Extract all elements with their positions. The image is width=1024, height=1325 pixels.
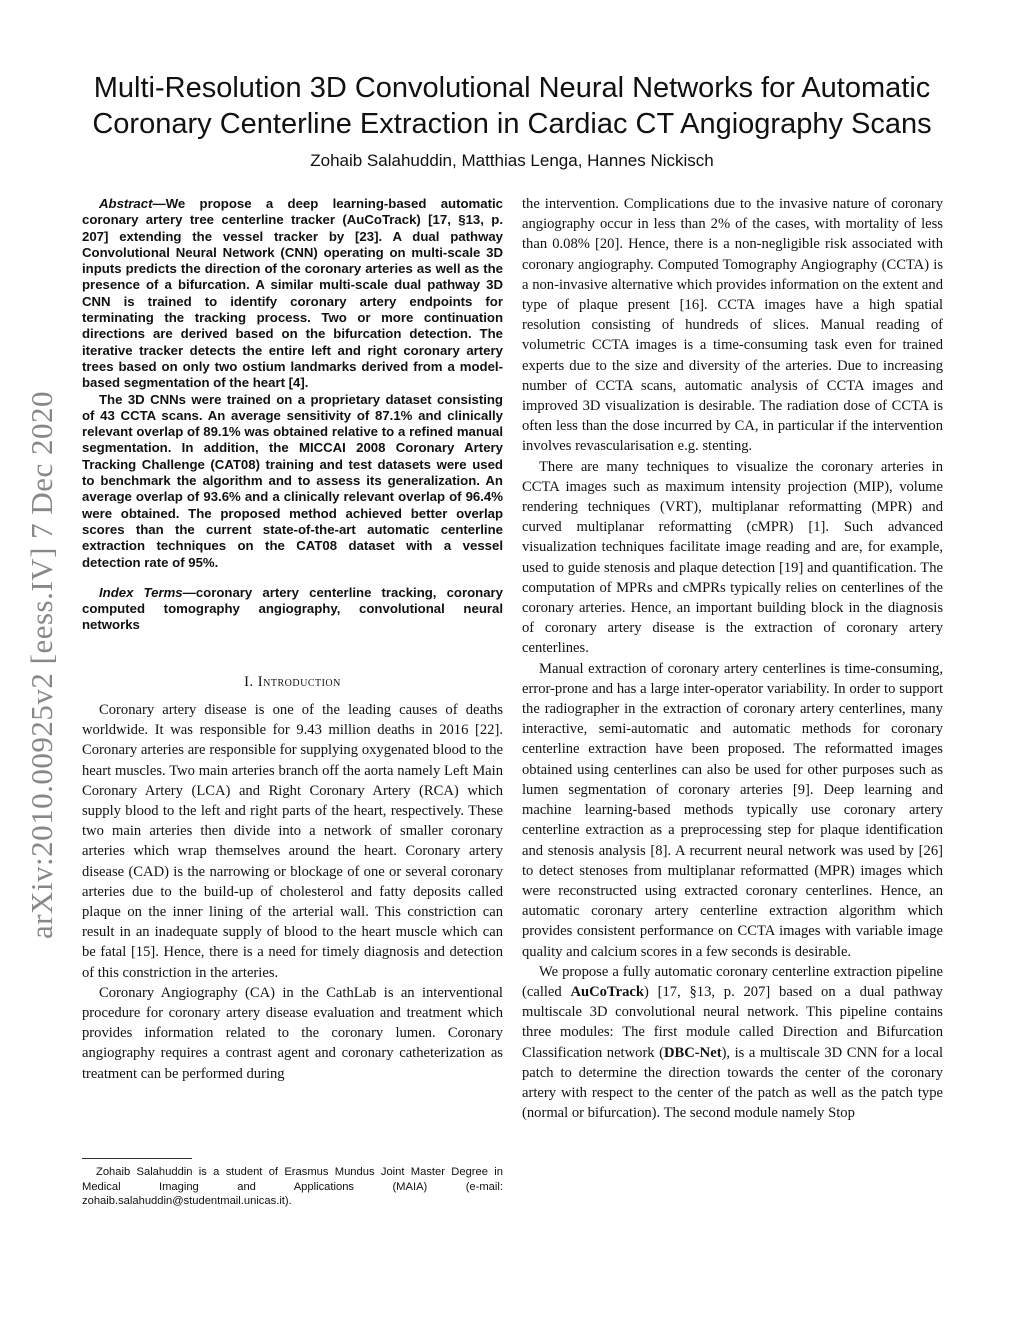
- p4-text-b: ) [17, §13, p. 207] based on a dual pathway multiscale 3D convolutional neural network. This pipeline contains three modules: The first module called Direction and Bifurcation Classification network (: [522, 983, 943, 1061]
- author-list: Zohaib Salahuddin, Matthias Lenga, Hannes Nickisch: [310, 151, 714, 170]
- title-line-2: Coronary Centerline Extraction in Cardiac CT Angiography Scans: [92, 108, 932, 140]
- intro-paragraph-2: Coronary Angiography (CA) in the CathLab is an interventional procedure for coronary artery disease evaluation and treatment which provides information related to the coronary lumen. Coronary angiography requires a contrast agent and coronary catheterization as treatment can be performed during: [82, 984, 503, 1082]
- footnote-rule: [82, 1158, 192, 1159]
- abstract-text-1: We propose a deep learning-based automatic coronary artery tree centerline tracker (AuCoTrack) [17, §13, p. 207] extending the vessel tracker by [23]. A dual pathway Convolutional Neural Network (CNN) operating on multi-scale 3D inputs predicts the direction of the coronary arteries as well as the presence of a bifurcation. A similar multi-scale dual pathway 3D CNN is trained to identify coronary artery endpoints for terminating the tracking process. Two or more continuation directions are derived based on the bifurcation detection. The iterative tracker detects the entire left and right coronary artery trees based on only two ostium landmarks derived from a model-based segmentation of the heart [4].: [82, 196, 503, 391]
- title-line-1: Multi-Resolution 3D Convolutional Neural Networks for Automatic: [93, 72, 931, 104]
- footnote-block: [82, 1158, 503, 1209]
- dbc-net-name: DBC-Net: [664, 1044, 722, 1061]
- right-paragraph-3: Manual extraction of coronary artery centerlines is time-consuming, error-prone and has a large inter-operator variability. In order to support the radiographer in the extraction of coronary artery centerlines, many interactive, semi-automatic and automatic methods for coronary centerline extraction have been proposed. The reformatted images obtained using centerlines can also be used for other purposes such as lumen segmentation of coronary arteries [9]. Deep learning and machine learning-based methods typically use coronary artery centerline extraction as a preprocessing step for plaque identification and stenosis analysis [8]. A recurrent neural network was used by [26] to detect stenoses from multiplanar reformatted (MPR) images which were reconstructed using extracted coronary centerlines. Hence, an automatic coronary artery centerline extraction algorithm which provides consistent performance on CCTA images with variable image quality and calcium scores in a few seconds is desirable.: [522, 660, 943, 960]
- right-column: [522, 194, 943, 1123]
- p4-text-a: We propose a fully automatic coronary centerline extraction pipeline (called: [522, 963, 943, 1000]
- paper-title: [90, 70, 934, 142]
- aucotrack-name: AuCoTrack: [570, 983, 644, 1000]
- right-paragraph-2: There are many techniques to visualize the coronary arteries in CCTA images such as maximum intensity projection (MIP), volume rendering techniques (VRT), multiplanar reformatting (MPR) and curved multiplanar reformatting (cMPR) [1]. Such advanced visualization techniques facilitate image reading and are, for example, used to guide stenosis and plaque detection [19] and quantification. The computation of MPRs and cMPRs typically relies on centerlines of the coronary arteries. Hence, an important building block in the diagnosis of coronary artery disease is the extraction of coronary artery centerlines.: [522, 458, 943, 657]
- arxiv-identifier: arXiv:2010.00925v2 [eess.IV] 7 Dec 2020: [24, 390, 60, 940]
- index-terms-dash: —: [182, 584, 196, 600]
- abstract-paragraph-1: [82, 196, 503, 392]
- abstract-paragraph-2: The 3D CNNs were trained on a proprietary dataset consisting of 43 CCTA scans. An average sensitivity of 87.1% and clinically relevant overlap of 89.1% was obtained relative to a refined manual segmentation. In addition, the MICCAI 2008 Coronary Artery Tracking Challenge (CAT08) training and test datasets were used to benchmark the algorithm and to assess its generalization. An average overlap of 93.6% and a clinically relevant overlap of 96.4% were obtained. The proposed method achieved better overlap scores than the current state-of-the-art automatic centerline extraction techniques on the CAT08 dataset with a vessel detection rate of 95%.: [82, 391, 503, 570]
- index-terms-text: coronary artery centerline tracking, coronary computed tomography angiography, convolutional neural networks: [82, 584, 503, 633]
- arxiv-stamp: [12, 360, 72, 970]
- section-number: I.: [244, 673, 254, 690]
- index-terms-label: Index Terms: [99, 584, 183, 600]
- abstract: [82, 196, 503, 571]
- footnote-text: Zohaib Salahuddin is a student of Erasmus Mundus Joint Master Degree in Medical Imaging and Applications (MAIA) (e-mail: zohaib.salahuddin@studentmail.unicas.it).: [82, 1166, 503, 1207]
- index-terms: [82, 585, 503, 634]
- p4-text-c: ), is a multiscale 3D CNN for a local patch to determine the direction towards the center of the coronary artery with respect to the center of the patch as well as the patch type (normal or bifurcation). The second module namely Stop: [522, 1044, 944, 1122]
- section-heading-introduction: [82, 672, 503, 692]
- intro-paragraph-1: Coronary artery disease is one of the leading causes of deaths worldwide. It was responsible for 9.43 million deaths in 2016 [22]. Coronary arteries are responsible for supplying oxygenated blood to the heart muscles. Two main arteries branch off the aorta namely Left Main Coronary Artery (LCA) and Right Coronary Artery (RCA) which supply blood to the left and right parts of the heart, respectively. These two main arteries then divide into a network of smaller coronary arteries which wrap themselves around the heart. Coronary artery disease (CAD) is the narrowing or blockage of one or several coronary arteries due to the build-up of cholesterol and fatty deposits called plaque on the inner lining of the arterial wall. This constriction can result in an inadequate supply of blood to the heart muscle which can be fatal [15]. Hence, there is a need for timely diagnosis and detection of this constriction in the arteries.: [82, 701, 503, 981]
- abstract-dash: —: [152, 196, 166, 211]
- abstract-label: Abstract: [99, 196, 153, 211]
- left-column: [82, 196, 503, 1084]
- index-terms-paragraph: [82, 585, 503, 634]
- right-paragraph-4: [522, 962, 943, 1124]
- right-paragraph-1: the intervention. Complications due to the invasive nature of coronary angiography occur in less than 2% of the cases, with mortality of less than 0.08% [20]. Hence, there is a non-negligible risk associated with coronary angiography. Computed Tomography Angiography (CCTA) is a non-invasive alternative which provides information on the extent and type of plaque present [16]. CCTA images have a high spatial resolution consisting of hundreds of slices. Manual reading of volumetric CCTA images is a time-consuming task even for trained experts due to the size and diversity of the arteries. Due to increasing number of CCTA scans, automatic analysis of CCTA images and improved 3D visualization is desirable. The radiation dose of CCTA is often less than the dose incurred by CA, in particular if the intervention involves revascularisation e.g. stenting.: [522, 196, 943, 455]
- section-title: Introduction: [257, 673, 341, 690]
